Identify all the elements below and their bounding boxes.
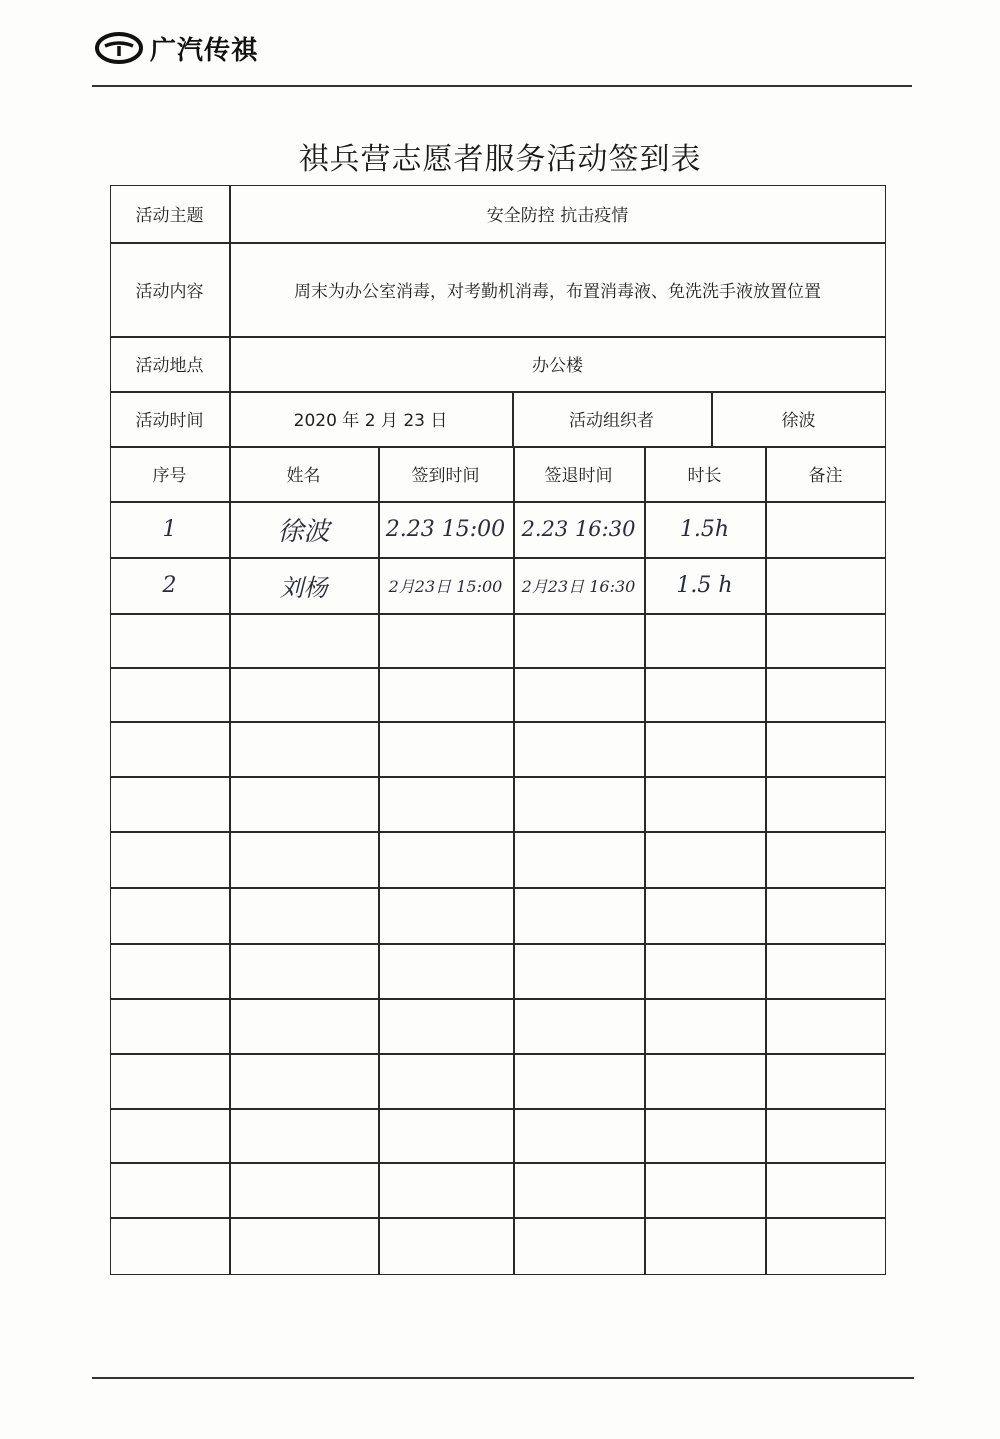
brand-text: 广汽传祺 [150, 35, 259, 66]
header-rule [92, 85, 912, 87]
col-header-duration: 时长 [687, 466, 722, 486]
col-header-sign-out: 签退时间 [544, 466, 613, 486]
entry-name-signature: 刘杨 [279, 573, 328, 602]
brand-header [94, 28, 258, 68]
location-label: 活动地点 [135, 356, 204, 376]
content-value: 周末为办公室消毒，对考勤机消毒，布置消毒液、免洗洗手液放置位置 [294, 281, 821, 302]
theme-value: 安全防控 抗击疫情 [486, 206, 629, 226]
time-label: 活动时间 [135, 411, 204, 431]
time-value: 2020 年 2 月 23 日 [293, 411, 448, 431]
table-frame [110, 185, 886, 1275]
entry-sign-in: 2月23日 15:00 [388, 576, 503, 596]
theme-label: 活动主题 [135, 206, 204, 226]
entry-name-signature: 徐波 [277, 516, 330, 547]
page-title: 祺兵营志愿者服务活动签到表 [298, 142, 702, 177]
col-header-sign-in: 签到时间 [411, 466, 480, 486]
col-header-no: 序号 [152, 466, 187, 486]
location-value: 办公楼 [532, 356, 583, 376]
organizer-label: 活动组织者 [569, 411, 654, 431]
footer-rule [92, 1377, 914, 1379]
col-header-remark: 备注 [808, 466, 843, 486]
gac-trumpchi-logo-icon [94, 30, 144, 66]
sign-in-sheet [110, 185, 886, 1275]
entry-sign-out: 2月23日 16:30 [521, 576, 636, 596]
entry-duration: 1.5 h [676, 572, 733, 598]
col-header-name: 姓名 [286, 466, 321, 486]
content-label: 活动内容 [135, 281, 204, 302]
entry-sign-out: 2.23 16:30 [521, 517, 636, 541]
entry-sign-in: 2.23 15:00 [385, 516, 506, 542]
entry-no: 1 [162, 516, 177, 542]
organizer-value: 徐波 [781, 411, 816, 431]
entry-duration: 1.5h [679, 516, 730, 542]
entry-no: 2 [162, 572, 177, 598]
